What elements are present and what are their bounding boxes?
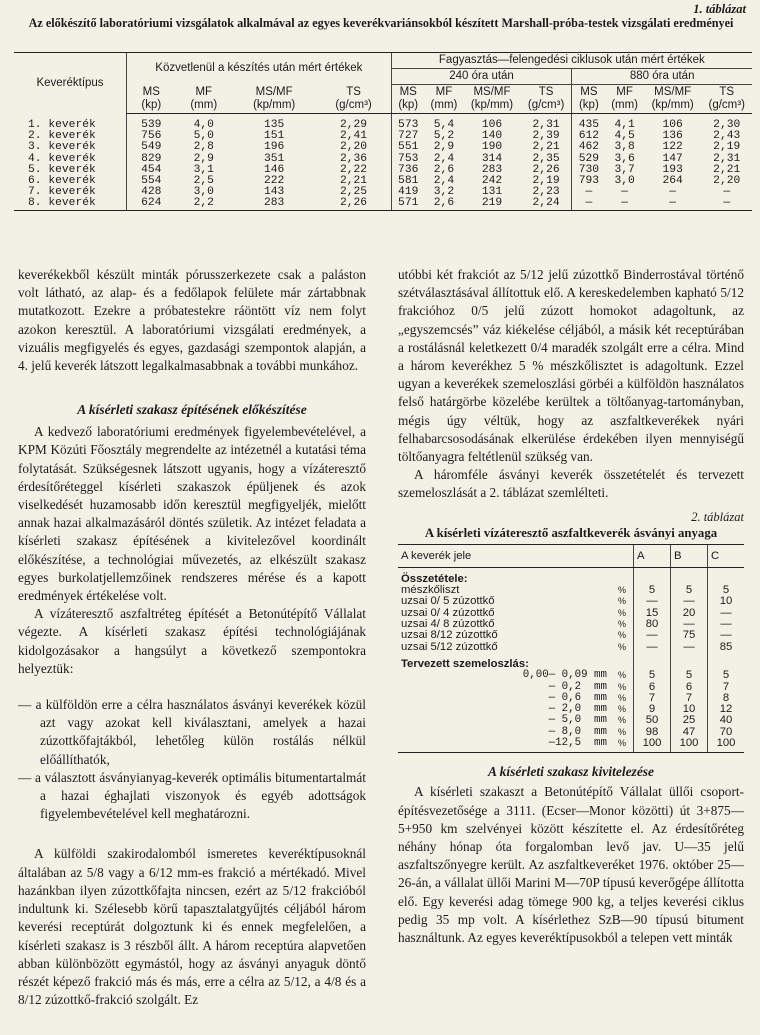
table-cell: 2,4 bbox=[433, 175, 455, 188]
table-cell: 2,22 bbox=[339, 163, 368, 176]
table-row bbox=[14, 165, 752, 176]
table-row bbox=[14, 114, 752, 132]
table-cell: 3,1 bbox=[193, 163, 214, 176]
table-cell: 100 bbox=[671, 738, 708, 753]
right-paragraph-2: A háromféle ásványi keverék összetételét és tervezett szemeloszlását a 2. táblázat szemlélteti. bbox=[398, 467, 744, 501]
table1-title: Az előkészítő laboratóriumi vizsgálatok alkalmával az egyes keverékvariánsokból készített Marshall-próba-testek vizsgálati eredményei bbox=[28, 16, 734, 30]
section-title: Összetétele: bbox=[401, 572, 468, 585]
row-label: uzsai 4/ 8 zúzottkő bbox=[401, 618, 495, 631]
table-row bbox=[398, 567, 744, 585]
row-label: — 0,2 mm bbox=[548, 680, 607, 693]
table-cell: 6 bbox=[634, 682, 671, 693]
table-cell: 2,39 bbox=[532, 130, 560, 143]
table-cell: 10 bbox=[708, 596, 745, 607]
mix-name-cell: 8. keverék bbox=[14, 198, 127, 210]
table-cell: 753 bbox=[391, 154, 425, 165]
column-unit: (mm) bbox=[190, 98, 218, 111]
table-row bbox=[398, 738, 744, 753]
table-row bbox=[14, 142, 752, 153]
unit-cell: % bbox=[617, 641, 626, 652]
table-cell bbox=[634, 567, 671, 585]
table-cell: 196 bbox=[263, 141, 285, 154]
mix-name-cell: 4. keverék bbox=[28, 152, 96, 165]
table-cell: 3,7 bbox=[614, 163, 635, 176]
column-unit: (kp/mm) bbox=[651, 99, 694, 111]
row-label: uzsai 5/12 zúzottkő bbox=[401, 640, 498, 653]
table-cell: — bbox=[671, 619, 708, 630]
table2-label: 2. táblázat bbox=[691, 509, 744, 524]
table-cell: 2,26 bbox=[532, 163, 560, 176]
table1-header-direct: Közvetlenül a készítés után mért értékek bbox=[127, 53, 392, 85]
left-paragraph-2: A kedvező laboratóriumi eredmények figyelembevételével, a KPM Közúti Főosztály megrendelte az intézetnél a kutatási téma folytatását. Szükségesnek látszott ugyanis, hogy a vízáteresztő érdesítőréteggel kísérleti szakaszok épüljenek és azok viselkedését huzamosabb időn keresztül megfigyeljék, mielőtt annak hazai alkalmazásáról döntés születik. Az intézet feladata a kísérleti szakasz építésének a kivitelezővel koordinált előkészítése, a technológiai művezetés, az elkészült szakasz egyes burkolatjellemzőinek rendszeres mérése és a kapott eredmények értékelése volt. bbox=[18, 424, 366, 604]
table-cell: 7 bbox=[708, 682, 745, 693]
row-label: — 8,0 mm bbox=[548, 725, 607, 738]
table2-header-c: C bbox=[708, 544, 745, 567]
table-cell: 2,2 bbox=[176, 198, 232, 210]
table-cell: 47 bbox=[671, 727, 708, 738]
table-cell: 2,23 bbox=[532, 186, 560, 199]
table-cell: — bbox=[723, 186, 731, 199]
right-paragraph-1: utóbbi két frakciót az 5/12 jelű zúzottkő Binderrostával történő szétválasztásával állítottuk elő. A kereskedelemben kapható 5/12 frakcióhoz 0/5 jelű zúzott homokot adagoltunk, az „egyszemcsés” váz kiékelése céljából, a másik két receptúrában a rostálásnál keletkezett 0/4 maradék szolgált erre a célra. Mind a három keverékhez 5 % mészkőlisztet is adagoltunk. Ezzel ugyan a keverékek szemeloszlási görbéi a külföldön használatos felső határgörbe közelébe kerültek a töltőanyag-tartományban, mégis úgy véltük, hogy az aszfaltkeverékek nyári felhabarcsosodásának elkerülése érdekében ilyen mennyiségű töltőanyagra feltétlenül szükség van. bbox=[398, 267, 744, 465]
right-paragraph-3: A kísérleti szakaszt a Betonútépítő Vállalat üllői csoport-építésvezetősége a 3111. (Ecser—Monor közötti) út 3+875—5+950 km szelvényei között készítette el. Az érdesítőréteg néhány hónap óta forgalomban levő jav. U—35 jelű aszfaltszőnyegre került. Az aszfaltkeveréket 1976. október 25—26-án, a vállalat üllői Marini M—70P típusú keverőgépe állította elő. Egy keverési adag tömege 900 kg, a teljes keverési ciklus pedig 35 mp volt. A kísérlethez SzB—90 típusú bitument használtunk. Az egyes keveréktípusokból a telepen vett minták bbox=[398, 784, 744, 945]
table-cell: 5,2 bbox=[433, 130, 455, 143]
table-cell: 283 bbox=[232, 198, 316, 210]
table-cell: — bbox=[708, 619, 745, 630]
table-cell: 122 bbox=[662, 141, 683, 154]
table-cell: 551 bbox=[391, 142, 425, 153]
mix-name-cell: 1. keverék bbox=[28, 118, 96, 131]
table-cell: 2,21 bbox=[339, 175, 368, 188]
table-cell: — bbox=[572, 187, 606, 198]
table-cell: 2,4 bbox=[433, 152, 455, 165]
table-cell: 222 bbox=[263, 175, 285, 188]
table-cell: 2,21 bbox=[713, 163, 741, 176]
row-label: — 0,6 mm bbox=[548, 691, 607, 704]
table1-column-header bbox=[316, 85, 391, 114]
column-name: MS/MF bbox=[473, 86, 511, 98]
table-cell: 9 bbox=[634, 704, 671, 715]
column-unit: (kp) bbox=[398, 99, 419, 111]
table-cell: 2,9 bbox=[193, 152, 214, 165]
table-cell: 571 bbox=[391, 198, 425, 210]
table2-title: A kísérleti vízáteresztő aszfaltkeverék ásványi anyaga bbox=[424, 525, 718, 540]
table-cell: 581 bbox=[391, 176, 425, 187]
table-row bbox=[398, 715, 744, 726]
table-cell: 8 bbox=[708, 693, 745, 704]
mix-name-cell: 5. keverék bbox=[28, 163, 96, 176]
table1-column-header bbox=[176, 85, 232, 114]
table-cell: — bbox=[634, 642, 671, 653]
column-unit: (mm) bbox=[430, 99, 458, 111]
table-cell: 3,6 bbox=[614, 152, 635, 165]
table-cell: 264 bbox=[662, 175, 683, 188]
table1-column-header bbox=[521, 85, 572, 114]
table-cell: 2,5 bbox=[193, 175, 214, 188]
table-cell: 2,19 bbox=[532, 175, 560, 188]
list-item: — a választott ásványianyag-keverék optimális bitumentartalmát a hazai éghajlati viszonyok és egyéb adottságok figyelembevételével kell meghatározni. bbox=[18, 769, 366, 822]
table-cell: 283 bbox=[481, 163, 503, 176]
table-cell: 7 bbox=[671, 693, 708, 704]
table-cell: 435 bbox=[572, 114, 606, 132]
table-cell: 2,8 bbox=[193, 141, 214, 154]
row-label: — 5,0 mm bbox=[548, 714, 607, 727]
table-cell: 756 bbox=[127, 131, 176, 142]
table-cell: 85 bbox=[708, 642, 745, 653]
table-cell: 529 bbox=[572, 154, 606, 165]
table-cell: 193 bbox=[662, 163, 683, 176]
table-row bbox=[14, 176, 752, 187]
unit-cell: % bbox=[617, 704, 626, 715]
table-cell: 6 bbox=[671, 682, 708, 693]
table-cell: 7 bbox=[634, 693, 671, 704]
table1-column-header bbox=[572, 85, 606, 114]
column-unit: (kp/mm) bbox=[253, 98, 296, 111]
unit-cell: % bbox=[617, 630, 626, 641]
table-cell: — bbox=[669, 186, 677, 199]
table-cell: 10 bbox=[671, 704, 708, 715]
table-cell: 554 bbox=[127, 176, 176, 187]
table2-header-a: A bbox=[634, 544, 671, 567]
column-name: MS bbox=[399, 86, 417, 98]
row-label: — 2,0 mm bbox=[548, 703, 607, 716]
unit-cell: % bbox=[617, 585, 626, 596]
table-cell: 15 bbox=[634, 608, 671, 619]
table-cell: 190 bbox=[481, 141, 503, 154]
table-cell: 2,20 bbox=[713, 175, 741, 188]
table-cell bbox=[708, 653, 745, 670]
table1-header-880: 880 óra után bbox=[572, 69, 752, 85]
table-cell: 454 bbox=[127, 165, 176, 176]
table2-header-b: B bbox=[671, 544, 708, 567]
table-cell: 2,35 bbox=[532, 152, 560, 165]
table-cell bbox=[708, 567, 745, 585]
table-cell: 351 bbox=[263, 152, 285, 165]
table-cell bbox=[634, 653, 671, 670]
mix-name-cell: 6. keverék bbox=[28, 175, 96, 188]
table-cell: 106 bbox=[662, 119, 683, 131]
table-cell: 428 bbox=[127, 187, 176, 198]
unit-cell: % bbox=[617, 607, 626, 618]
table-cell: 2,19 bbox=[713, 141, 741, 154]
table-cell: 219 bbox=[463, 198, 521, 210]
table-row bbox=[398, 670, 744, 681]
table-cell: 5,4 bbox=[433, 119, 455, 131]
table-cell: — bbox=[634, 596, 671, 607]
table-cell: 136 bbox=[662, 130, 683, 143]
column-name: MF bbox=[195, 85, 213, 98]
table1 bbox=[14, 52, 752, 211]
unit-cell: % bbox=[617, 619, 626, 630]
table-cell bbox=[671, 653, 708, 670]
table-cell: 98 bbox=[634, 727, 671, 738]
table-cell: 5 bbox=[708, 670, 745, 681]
table-cell: 3,0 bbox=[614, 175, 635, 188]
column-name: MS/MF bbox=[654, 86, 692, 98]
list-item: — a külföldön erre a célra használatos ásványi keverékek közül azt vagy azokat kell kiválasztani, amelyek a hazai zúzottkőfajtákból, lehetőleg külön rostálás nélkül előállíthatók, bbox=[18, 697, 366, 767]
table-cell: — bbox=[671, 642, 708, 653]
column-unit: (kp) bbox=[141, 98, 162, 111]
table-cell: — bbox=[701, 198, 752, 210]
unit-cell: % bbox=[611, 738, 634, 753]
table-cell: 75 bbox=[671, 630, 708, 641]
column-name: TS bbox=[538, 86, 554, 98]
right-section-heading: A kísérleti szakasz kivitelezése bbox=[487, 764, 655, 780]
mix-name-cell: 7. keverék bbox=[28, 186, 96, 199]
table-cell: 314 bbox=[481, 152, 503, 165]
table-cell: — bbox=[708, 608, 745, 619]
column-name: MS/MF bbox=[255, 85, 293, 98]
table-cell: 2,26 bbox=[316, 198, 391, 210]
table-cell: 2,20 bbox=[339, 141, 368, 154]
table-row bbox=[14, 154, 752, 165]
table-cell: 730 bbox=[572, 165, 606, 176]
table1-column-header bbox=[232, 85, 316, 114]
table-cell: 2,43 bbox=[713, 130, 741, 143]
row-label: mészkőliszt bbox=[401, 584, 460, 597]
table-cell: 100 bbox=[708, 738, 745, 753]
mix-name-cell: 3. keverék bbox=[28, 141, 96, 154]
table-row bbox=[398, 653, 744, 670]
table-cell: 20 bbox=[671, 608, 708, 619]
table-cell: 2,31 bbox=[532, 119, 560, 131]
table-cell: 131 bbox=[481, 186, 503, 199]
table-cell: 5 bbox=[634, 670, 671, 681]
table-row bbox=[398, 642, 744, 653]
row-label: uzsai 0/ 4 zúzottkő bbox=[401, 606, 495, 619]
row-label: uzsai 0/ 5 zúzottkő bbox=[401, 595, 495, 608]
table1-header-240: 240 óra után bbox=[391, 69, 572, 85]
table-cell: 2,36 bbox=[339, 152, 368, 165]
table-cell: 5 bbox=[634, 585, 671, 596]
unit-cell: % bbox=[617, 692, 626, 703]
table-cell: 462 bbox=[572, 142, 606, 153]
left-bullet-list bbox=[18, 696, 366, 823]
table2-body bbox=[398, 567, 744, 752]
table1-column-header bbox=[463, 85, 521, 114]
table-cell: — bbox=[572, 198, 606, 210]
column-name: MF bbox=[616, 86, 633, 98]
table1-header-freeze: Fagyasztás—felengedési ciklusok után mért értékek bbox=[391, 53, 752, 69]
left-paragraph-3: A vízáteresztő aszfaltréteg építését a Betonútépítő Vállalat végezte. A kísérleti szakasz építési technológiájának kidolgozásakor a hangsúlyt a következő szempontokra helyeztük: bbox=[18, 606, 366, 676]
table-cell: 5,0 bbox=[193, 130, 214, 143]
mix-name-cell: 2. keverék bbox=[28, 130, 96, 143]
table-cell: 727 bbox=[391, 131, 425, 142]
unit-cell: % bbox=[617, 596, 626, 607]
table-cell: 50 bbox=[634, 715, 671, 726]
table-cell: 2,30 bbox=[713, 119, 741, 131]
table-cell: 3,8 bbox=[614, 141, 635, 154]
left-paragraph-4: A külföldi szakirodalomból ismeretes keveréktípusoknál általában az 5/8 vagy a 6/12 mm-es frakció a mértékadó. Mivel hazánkban ilyen zúzottkőfajta nincsen, ezért az 5/12 frakcióból indultunk ki. Szélesebb körű tapasztalatgyűjtés céljából három keverési receptúrát dolgoztunk ki és ennek megfelelően, a kísérleti szakasz is 3 részből állt. A három receptúra alapvetően abban különbözött egymástól, hogy az ásványi anyaguk döntő részét képező frakció más és más, erre a célra az 5/12, a 4/8 és a 8/12 zúzottkő-frakció szolgált. Ez bbox=[18, 846, 366, 1008]
table1-column-header bbox=[425, 85, 463, 114]
table-cell: 419 bbox=[391, 187, 425, 198]
table-cell: 4,5 bbox=[614, 130, 635, 143]
table-cell: 2,24 bbox=[521, 198, 572, 210]
table2 bbox=[398, 544, 744, 754]
table-cell: — bbox=[634, 630, 671, 641]
column-name: TS bbox=[346, 85, 361, 98]
table-cell: 151 bbox=[263, 130, 285, 143]
table1-column-header bbox=[391, 85, 425, 114]
table-cell: 549 bbox=[127, 142, 176, 153]
table-row bbox=[398, 630, 744, 641]
table-cell: 80 bbox=[634, 619, 671, 630]
table-cell: 5 bbox=[671, 670, 708, 681]
table2-header-mix: A keverék jele bbox=[398, 544, 634, 567]
column-unit: (g/cm³) bbox=[335, 98, 372, 111]
table-cell: 573 bbox=[391, 114, 425, 132]
table1-column-header bbox=[701, 85, 752, 114]
table1-column-header bbox=[605, 85, 643, 114]
table-cell: 829 bbox=[127, 154, 176, 165]
table-cell: 2,29 bbox=[339, 119, 368, 131]
table-cell: 70 bbox=[708, 727, 745, 738]
row-label: 0,00— 0,09 mm bbox=[522, 669, 607, 682]
table1-label: 1. táblázat bbox=[693, 2, 746, 16]
table-cell: 143 bbox=[263, 186, 285, 199]
table-cell: — bbox=[605, 198, 643, 210]
table-cell: 40 bbox=[708, 715, 745, 726]
column-unit: (g/cm³) bbox=[527, 99, 565, 111]
table-cell: 736 bbox=[391, 165, 425, 176]
left-paragraph-1: keverékekből készült minták pórusszerkezete csak a paláston volt látható, az alap- és a fedőlapok felülete már zártabbnak mutatkozott. Ezekre a próbatestekre ráöntött víz nem folyt azokon keresztül. A laboratóriumi vizsgálati eredmények, a vizuális megfigyelés és egyes, gazdasági szempontok alapján, a 4. jelű keverék látszott legalkalmasabbnak a további munkához. bbox=[18, 267, 366, 374]
table-cell: 539 bbox=[127, 114, 176, 132]
unit-cell: % bbox=[617, 670, 626, 681]
section-title: Tervezett szemeloszlás: bbox=[401, 657, 529, 670]
table-cell: 2,25 bbox=[339, 186, 368, 199]
table1-column-header bbox=[127, 85, 176, 114]
table-cell: 4,0 bbox=[193, 119, 214, 131]
table-cell: 793 bbox=[572, 176, 606, 187]
table-cell: 5 bbox=[708, 585, 745, 596]
table-cell: 4,1 bbox=[614, 119, 635, 131]
column-unit: (mm) bbox=[611, 99, 639, 111]
table-cell: 106 bbox=[481, 119, 503, 131]
column-unit: (kp/mm) bbox=[470, 99, 514, 111]
table-cell: 2,41 bbox=[339, 130, 368, 143]
table-cell: 3,2 bbox=[433, 186, 455, 199]
table-cell: 3,0 bbox=[193, 186, 214, 199]
table-cell: 147 bbox=[662, 152, 683, 165]
table-cell: 2,6 bbox=[433, 163, 455, 176]
table-cell: 612 bbox=[572, 131, 606, 142]
left-column bbox=[18, 266, 366, 1009]
unit-cell: % bbox=[617, 681, 626, 692]
table-cell: 100 bbox=[634, 738, 671, 753]
table-cell: — bbox=[621, 186, 628, 199]
unit-cell: % bbox=[617, 715, 626, 726]
table1-body bbox=[14, 114, 752, 211]
table-cell: 12 bbox=[708, 704, 745, 715]
table-cell: 140 bbox=[481, 130, 503, 143]
row-label: —12,5 mm bbox=[398, 738, 611, 753]
column-unit: (g/cm³) bbox=[708, 99, 745, 111]
column-name: TS bbox=[719, 86, 735, 98]
row-label: uzsai 8/12 zúzottkő bbox=[401, 629, 498, 642]
table-row bbox=[14, 198, 752, 210]
table1-header-mix-type: Keveréktípus bbox=[14, 53, 127, 114]
column-name: MS bbox=[142, 85, 160, 98]
table-cell: — bbox=[708, 630, 745, 641]
table-cell: — bbox=[644, 198, 702, 210]
table-cell: 2,31 bbox=[713, 152, 741, 165]
column-name: MF bbox=[435, 86, 453, 98]
table-cell: 2,6 bbox=[425, 198, 463, 210]
table1-column-header bbox=[644, 85, 702, 114]
table-cell: 2,9 bbox=[433, 141, 455, 154]
left-section-heading: A kísérleti szakasz építésének előkészítése bbox=[77, 402, 307, 418]
table-cell bbox=[671, 567, 708, 585]
column-unit: (kp) bbox=[578, 99, 599, 111]
table-cell: 624 bbox=[127, 198, 176, 210]
table-cell: — bbox=[671, 596, 708, 607]
table-cell: 146 bbox=[263, 163, 285, 176]
table-cell: 5 bbox=[671, 585, 708, 596]
right-column bbox=[398, 266, 744, 947]
table-cell: 135 bbox=[263, 119, 285, 131]
unit-cell: % bbox=[617, 726, 626, 737]
table-row bbox=[14, 187, 752, 198]
table-row bbox=[14, 131, 752, 142]
table-cell: 25 bbox=[671, 715, 708, 726]
table-cell: 2,21 bbox=[532, 141, 560, 154]
column-name: MS bbox=[580, 86, 598, 98]
table-cell: 242 bbox=[481, 175, 503, 188]
